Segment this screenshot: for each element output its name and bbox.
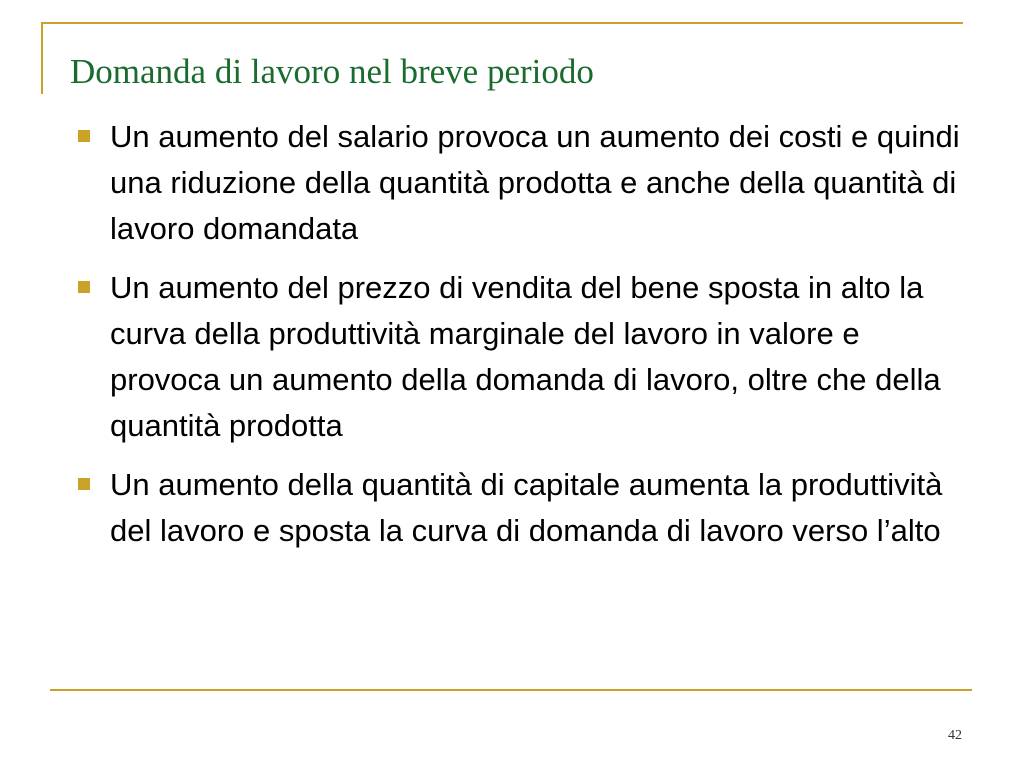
frame-top-line xyxy=(41,22,963,24)
frame-left-line xyxy=(41,22,43,94)
bullet-item xyxy=(78,265,978,449)
bullet-text: Un aumento del prezzo di vendita del bene sposta in alto la curva della produttività marginale del lavoro in valore e provoca un aumento della domanda di lavoro, oltre che della quantità prodotta xyxy=(110,270,941,443)
bullet-item xyxy=(78,114,978,252)
page-number: 42 xyxy=(948,728,962,743)
bullet-list xyxy=(78,114,978,567)
square-bullet-icon xyxy=(78,478,90,490)
frame-bottom-line xyxy=(50,689,972,691)
slide-title: Domanda di lavoro nel breve periodo xyxy=(70,52,594,91)
square-bullet-icon xyxy=(78,130,90,142)
bullet-text: Un aumento del salario provoca un aumento dei costi e quindi una riduzione della quantità prodotta e anche della quantità di lavoro domandata xyxy=(110,119,960,246)
bullet-item xyxy=(78,462,978,554)
square-bullet-icon xyxy=(78,281,90,293)
bullet-text: Un aumento della quantità di capitale aumenta la produttività del lavoro e sposta la curva di domanda di lavoro verso l’alto xyxy=(110,467,943,548)
